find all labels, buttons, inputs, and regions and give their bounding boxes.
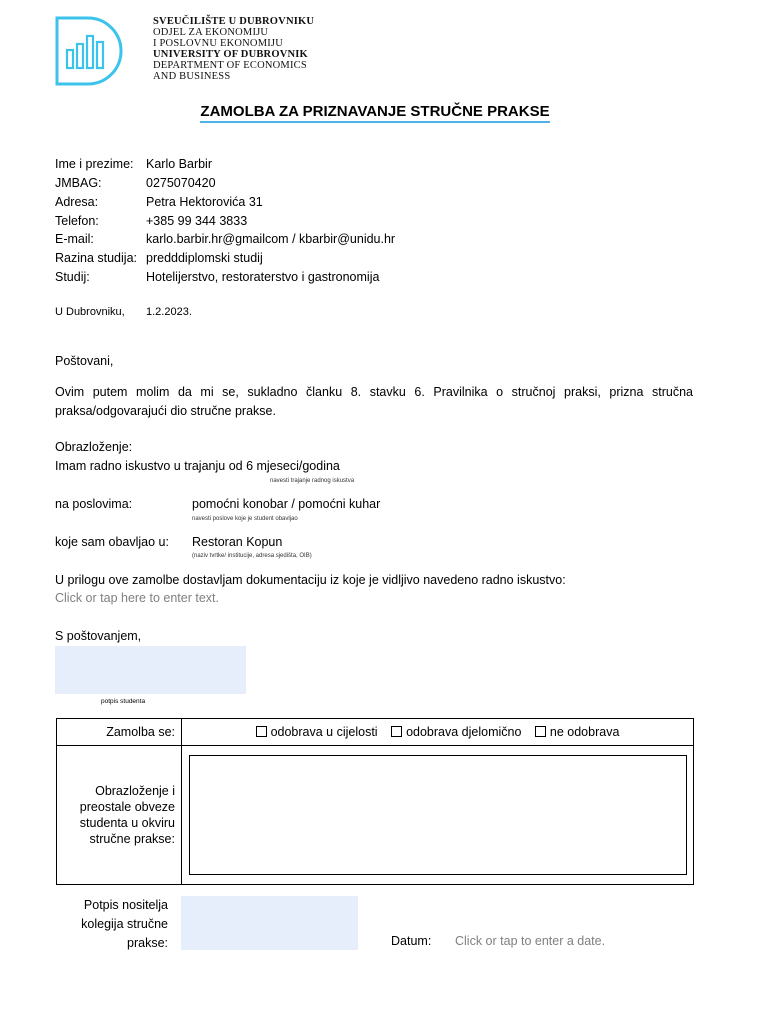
address-value[interactable]: Petra Hektorovića 31 <box>146 195 263 209</box>
experience-hint: navesti trajanje radnog iskustva <box>270 478 355 484</box>
request-label: Zamolba se: <box>57 719 182 746</box>
employer-value[interactable]: Restoran Kopun <box>192 535 283 549</box>
jobs-hint: navesti poslove koje je student obavljao <box>192 516 298 522</box>
justification-heading: Obrazloženje: <box>55 440 133 454</box>
institution-line: I POSLOVNU EKONOMIJU <box>153 38 283 49</box>
notes-textbox[interactable] <box>189 755 687 875</box>
decision-options <box>182 719 694 746</box>
footer-date-input[interactable]: Click or tap to enter a date. <box>455 934 606 948</box>
study-level-label: Razina studija: <box>55 251 137 265</box>
closing: S poštovanjem, <box>55 629 142 643</box>
attachment-text: U prilogu ove zamolbe dostavljam dokumentaciju iz koje je vidljivo navedeno radno iskustvo: <box>55 573 566 587</box>
employer-label: koje sam obavljao u: <box>55 535 169 549</box>
jobs-value[interactable]: pomoćni konobar / pomoćni kuhar <box>192 497 381 511</box>
experience-text[interactable]: Imam radno iskustvo u trajanju od 6 mjeseci/godina <box>55 459 340 473</box>
study-program-value[interactable]: Hotelijerstvo, restoraterstvo i gastronomija <box>146 270 380 284</box>
institution-line: SVEUČILIŠTE U DUBROVNIKU <box>153 16 315 27</box>
greeting: Poštovani, <box>55 354 114 368</box>
signature-caption: potpis studenta <box>101 698 146 705</box>
student-signature-field[interactable] <box>55 646 246 694</box>
teacher-signature-label: Potpis nositelja kolegija stručne prakse: <box>81 898 168 950</box>
option-partial-approval[interactable]: odobrava djelomično <box>391 725 521 739</box>
phone-value[interactable]: +385 99 344 3833 <box>146 214 248 228</box>
institution-line: AND BUSINESS <box>153 71 231 82</box>
decision-table <box>56 718 694 885</box>
address-label: Adresa: <box>55 195 99 209</box>
date-value[interactable]: 1.2.2023. <box>146 306 192 318</box>
checkbox-icon <box>256 726 267 737</box>
option-full-approval[interactable]: odobrava u cijelosti <box>256 725 378 739</box>
option-rejection[interactable]: ne odobrava <box>535 725 620 739</box>
phone-label: Telefon: <box>55 214 99 228</box>
place-label: U Dubrovniku, <box>55 306 125 318</box>
email-label: E-mail: <box>55 232 94 246</box>
study-program-label: Studij: <box>55 270 90 284</box>
institution-line: UNIVERSITY OF DUBROVNIK <box>153 49 308 60</box>
footer-date-label: Datum: <box>391 934 432 948</box>
checkbox-icon <box>535 726 546 737</box>
study-level-value[interactable]: predddiplomski studij <box>146 251 263 265</box>
jmbag-label: JMBAG: <box>55 176 102 190</box>
name-label: Ime i prezime: <box>55 157 134 171</box>
notes-cell <box>182 746 694 885</box>
document-title: ZAMOLBA ZA PRIZNAVANJE STRUČNE PRAKSE <box>0 103 750 120</box>
institution-line: ODJEL ZA EKONOMIJU <box>153 27 269 38</box>
name-value[interactable]: Karlo Barbir <box>146 157 212 171</box>
notes-label: Obrazloženje i preostale obveze studenta u okviru stručne prakse: <box>57 746 182 885</box>
employer-hint: (naziv tvrtke/ institucije, adresa sjedišta, OIB) <box>192 553 312 559</box>
attachment-input[interactable]: Click or tap here to enter text. <box>55 591 219 605</box>
teacher-signature-field[interactable] <box>181 896 358 950</box>
institution-name <box>153 16 314 82</box>
jobs-label: na poslovima: <box>55 497 133 511</box>
request-paragraph: Ovim putem molim da mi se, sukladno članku 8. stavku 6. Pravilnika o stručnoj praksi, prizna stručna praksa/odgovarajući dio stručne prakse. <box>55 385 693 418</box>
checkbox-icon <box>391 726 402 737</box>
university-d-logo-icon <box>54 16 126 86</box>
email-value[interactable]: karlo.barbir.hr@gmailcom / kbarbir@unidu.hr <box>146 232 396 246</box>
institution-line: DEPARTMENT OF ECONOMICS <box>153 60 307 71</box>
jmbag-value[interactable]: 0275070420 <box>146 176 216 190</box>
